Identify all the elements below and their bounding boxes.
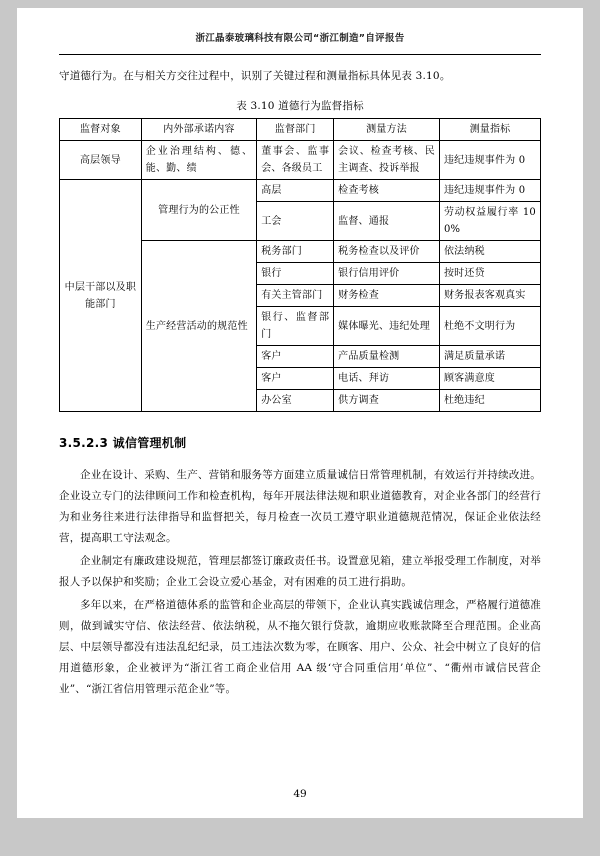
cell-indicator: 依法纳税 [439, 241, 540, 263]
cell-department: 银行 [257, 263, 334, 285]
cell-method: 监督、通报 [334, 202, 440, 241]
cell-method: 财务检查 [334, 285, 440, 307]
cell-commitment: 生产经营活动的规范性 [141, 241, 256, 412]
page-number: 49 [293, 788, 307, 800]
header-divider [59, 54, 541, 55]
column-header-department: 监督部门 [257, 119, 334, 141]
cell-department: 办公室 [257, 390, 334, 412]
cell-department: 客户 [257, 346, 334, 368]
ethics-monitoring-table [59, 118, 541, 412]
cell-indicator: 杜绝违纪 [439, 390, 540, 412]
cell-indicator: 违纪违规事件为 0 [439, 141, 540, 180]
cell-object: 高层领导 [60, 141, 142, 180]
column-header-method: 测量方法 [334, 119, 440, 141]
cell-department: 工会 [257, 202, 334, 241]
cell-department: 董事会、监事会、各级员工 [257, 141, 334, 180]
cell-indicator: 劳动权益履行率 100% [439, 202, 540, 241]
section-paragraph-1: 企业在设计、采购、生产、营销和服务等方面建立质量诚信日常管理机制，有效运行并持续改进。企业设立专门的法律顾问工作和检查机构，每年开展法律法规和职业道德教育，对企业各部门的经营行为和业务往来进行法律指导和监督把关，每月检查一次员工遵守职业道德规范情况，保证企业依法经营，提高职工守法观念。 [59, 469, 541, 544]
section-heading: 3.5.2.3 诚信管理机制 [59, 436, 187, 450]
cell-method: 电话、拜访 [334, 368, 440, 390]
page-header: 浙江晶泰玻璃科技有限公司“浙江制造”自评报告 [195, 33, 405, 44]
cell-method: 税务检查以及评价 [334, 241, 440, 263]
cell-indicator: 财务报表客观真实 [439, 285, 540, 307]
column-header-commitment: 内外部承诺内容 [141, 119, 256, 141]
intro-paragraph: 守道德行为。在与相关方交往过程中，识别了关键过程和测量指标具体见表 3.10。 [59, 70, 451, 82]
cell-indicator: 满足质量承诺 [439, 346, 540, 368]
section-paragraph-3: 多年以来，在严格道德体系的监管和企业高层的带领下，企业认真实践诚信理念，严格履行道德准则，做到诚实守信、依法经营、依法纳税，从不拖欠银行贷款，逾期应收账款降至合理范围。企业高层、中层领导都没有违法乱纪纪录，员工违法次数为零，在顾客、用户、公众、社会中树立了良好的信用道德形象，企业被评为“浙江省工商企业信用 AA 级‘守合同重信用’单位”、“衢州市诚信民营企业”、“浙江省信用管理示范企业”等。 [59, 599, 541, 695]
cell-method: 会议、检查考核、民主调查、投诉举报 [334, 141, 440, 180]
cell-method: 检查考核 [334, 180, 440, 202]
cell-department: 有关主管部门 [257, 285, 334, 307]
cell-object: 中层干部以及职能部门 [60, 180, 142, 412]
cell-indicator: 按时还贷 [439, 263, 540, 285]
column-header-indicator: 测量指标 [439, 119, 540, 141]
section-paragraph-2: 企业制定有廉政建设规范，管理层都签订廉政责任书。设置意见箱，建立举报受理工作制度，对举报人予以保护和奖励；企业工会设立爱心基金，对有困难的员工进行捐助。 [59, 555, 541, 588]
cell-method: 媒体曝光、违纪处理 [334, 307, 440, 346]
cell-indicator: 违纪违规事件为 0 [439, 180, 540, 202]
table-row [60, 141, 541, 180]
cell-indicator: 顾客满意度 [439, 368, 540, 390]
table-header-row [60, 119, 541, 141]
cell-department: 税务部门 [257, 241, 334, 263]
cell-department: 客户 [257, 368, 334, 390]
cell-indicator: 杜绝不文明行为 [439, 307, 540, 346]
cell-method: 银行信用评价 [334, 263, 440, 285]
table-caption: 表 3.10 道德行为监督指标 [236, 100, 364, 112]
cell-commitment: 企业治理结构、德、能、勤、绩 [141, 141, 256, 180]
table-row [60, 180, 541, 202]
cell-department: 高层 [257, 180, 334, 202]
cell-commitment: 管理行为的公正性 [141, 180, 256, 241]
document-page [17, 8, 583, 818]
cell-method: 供方调查 [334, 390, 440, 412]
cell-department: 银行、监督部门 [257, 307, 334, 346]
column-header-object: 监督对象 [60, 119, 142, 141]
cell-method: 产品质量检测 [334, 346, 440, 368]
